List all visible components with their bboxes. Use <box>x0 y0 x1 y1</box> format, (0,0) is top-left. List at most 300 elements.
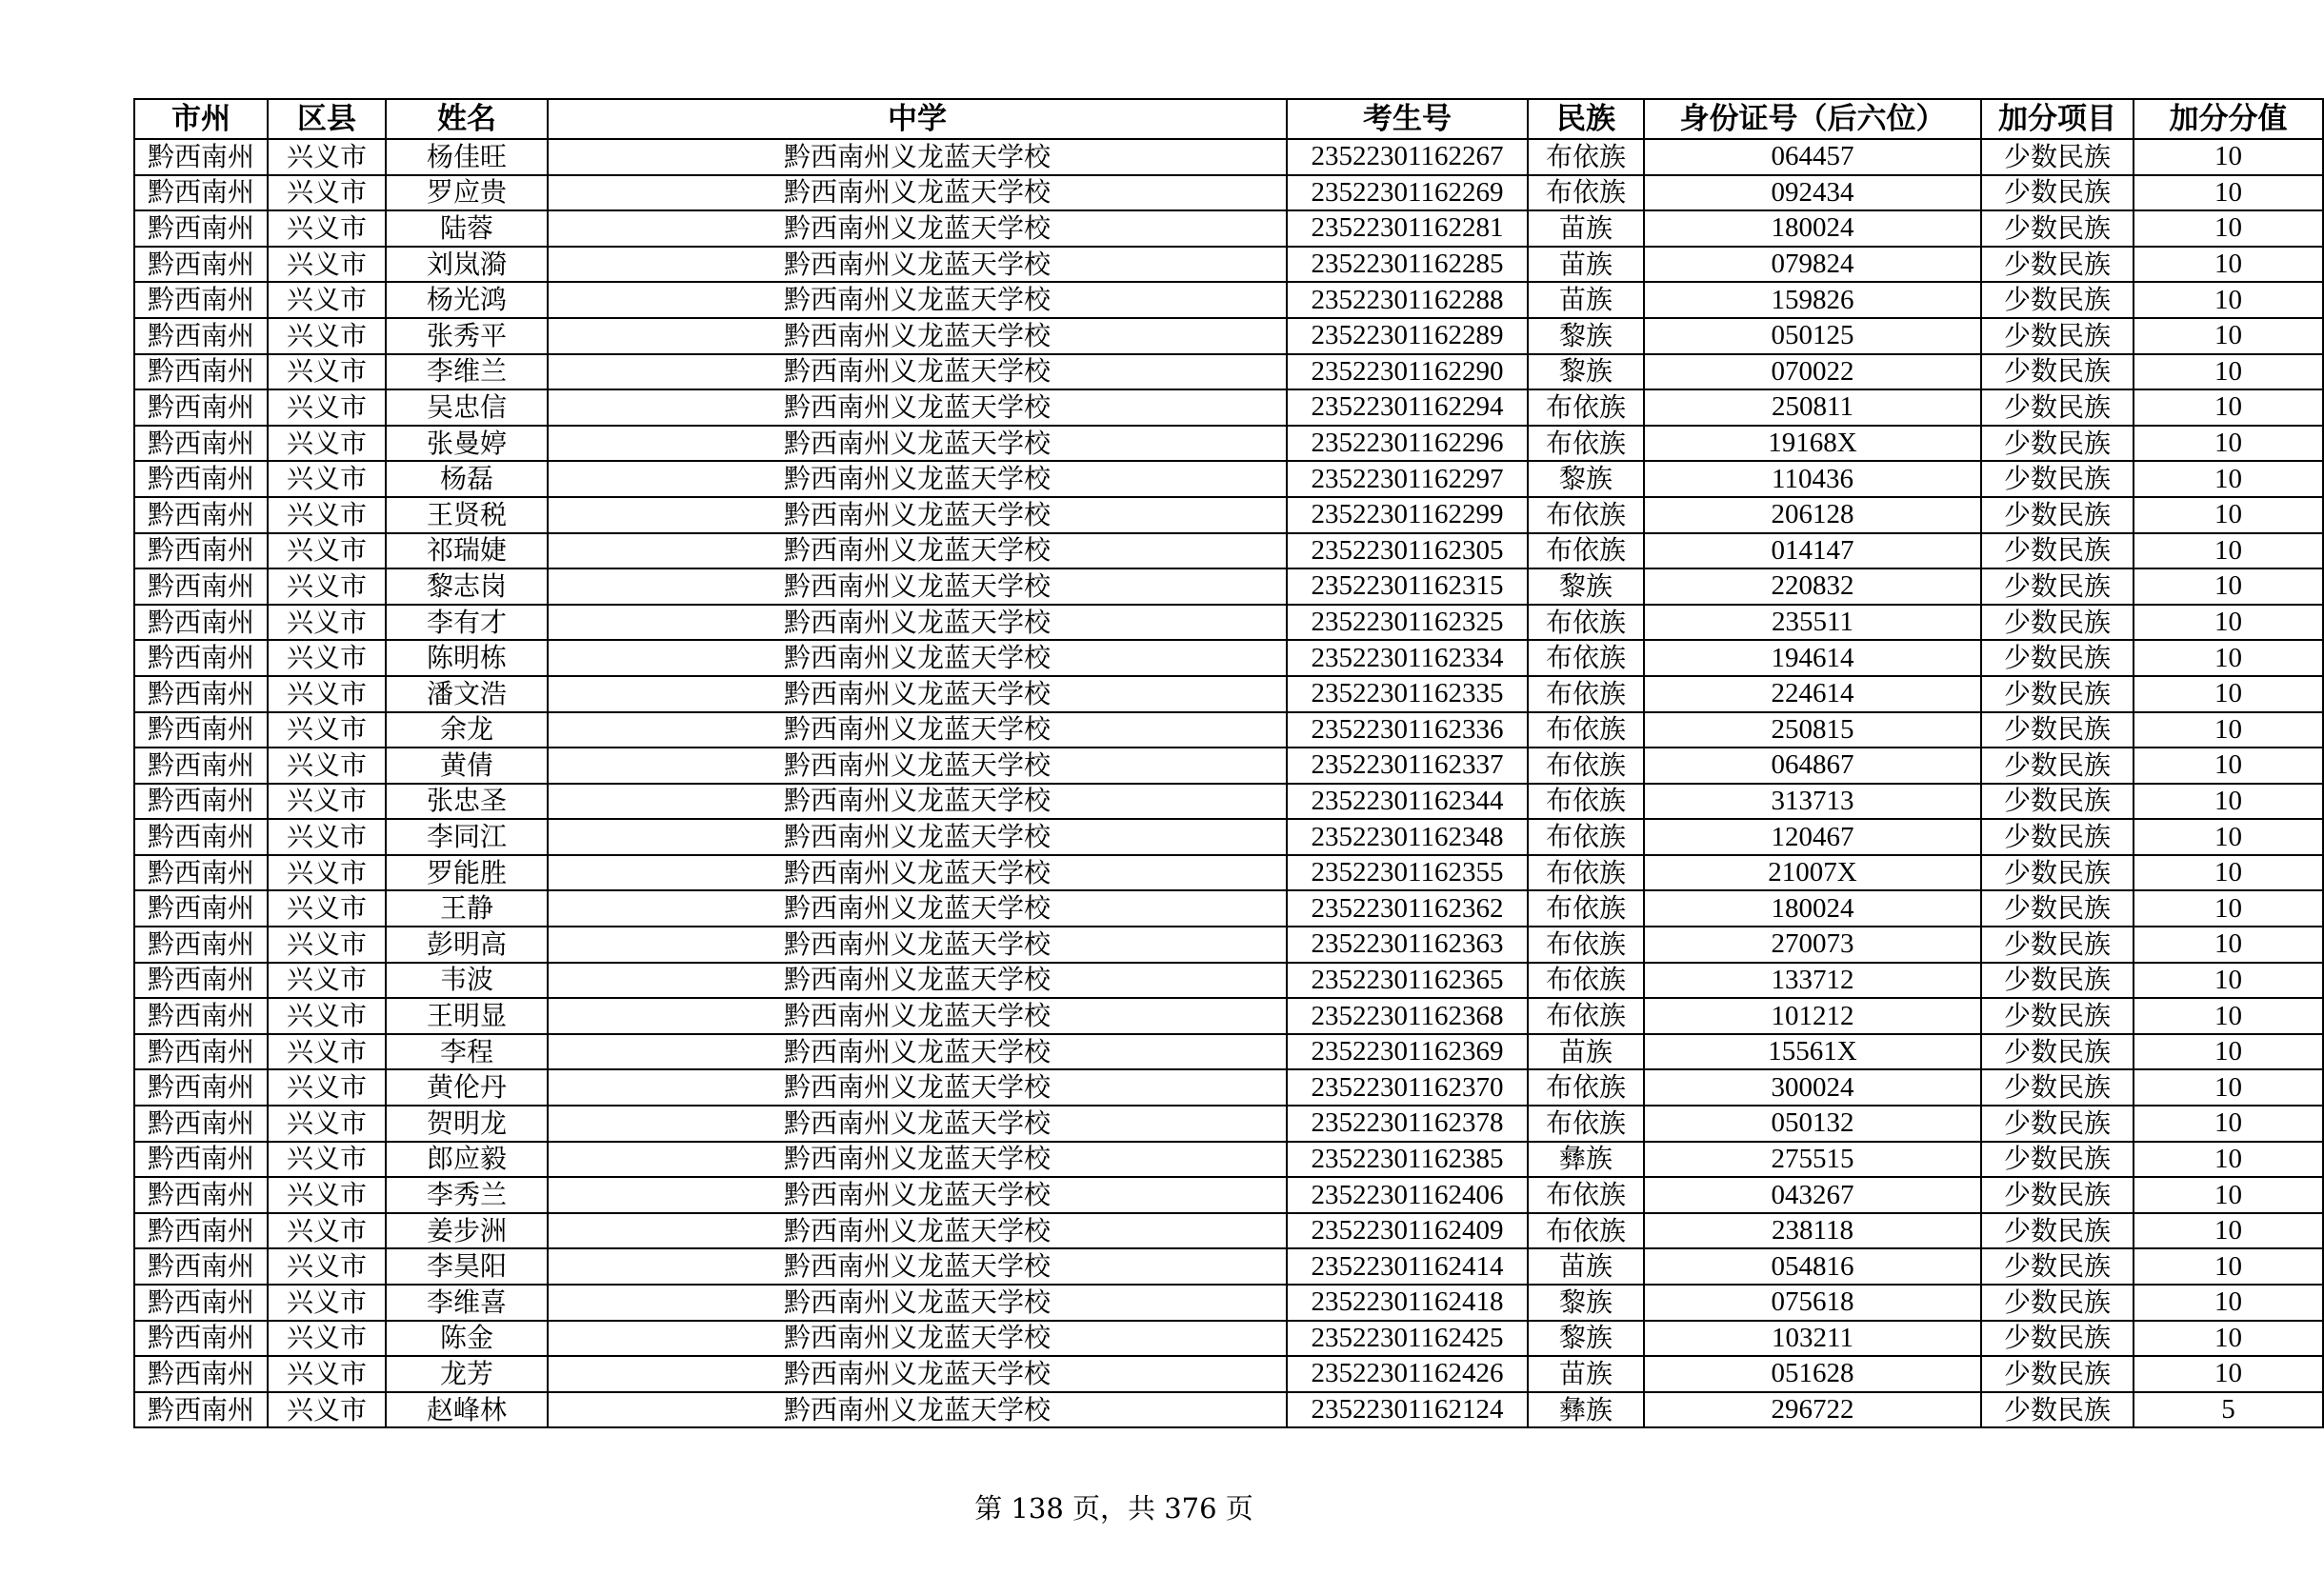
table-row <box>134 1106 2323 1142</box>
cell-ethnicity: 黎族 <box>1528 354 1644 390</box>
cell-bonus-item: 少数民族 <box>1981 354 2134 390</box>
cell-bonus-item: 少数民族 <box>1981 568 2134 605</box>
cell-id-last-six: 313713 <box>1644 784 1981 820</box>
cell-id-last-six: 19168X <box>1644 426 1981 462</box>
cell-bonus-value: 10 <box>2134 640 2323 676</box>
cell-city: 黔西南州 <box>134 210 268 247</box>
cell-bonus-item: 少数民族 <box>1981 998 2134 1034</box>
cell-district: 兴义市 <box>268 1392 386 1428</box>
cell-bonus-value: 10 <box>2134 354 2323 390</box>
cell-bonus-value: 10 <box>2134 1356 2323 1392</box>
table-row <box>134 426 2323 462</box>
cell-exam-number: 23522301162325 <box>1287 605 1528 641</box>
cell-bonus-item: 少数民族 <box>1981 282 2134 318</box>
cell-city: 黔西南州 <box>134 568 268 605</box>
cell-ethnicity: 黎族 <box>1528 568 1644 605</box>
table-row <box>134 748 2323 784</box>
cell-bonus-item: 少数民族 <box>1981 640 2134 676</box>
table-row <box>134 533 2323 569</box>
cell-ethnicity: 布依族 <box>1528 819 1644 855</box>
cell-city: 黔西南州 <box>134 640 268 676</box>
cell-ethnicity: 布依族 <box>1528 497 1644 533</box>
cell-bonus-item: 少数民族 <box>1981 318 2134 354</box>
cell-bonus-item: 少数民族 <box>1981 1392 2134 1428</box>
cell-district: 兴义市 <box>268 1142 386 1178</box>
cell-bonus-item: 少数民族 <box>1981 533 2134 569</box>
cell-city: 黔西南州 <box>134 819 268 855</box>
cell-bonus-value: 10 <box>2134 1321 2323 1357</box>
table-row <box>134 568 2323 605</box>
header-name: 姓名 <box>386 99 548 139</box>
cell-exam-number: 23522301162289 <box>1287 318 1528 354</box>
cell-id-last-six: 064457 <box>1644 139 1981 175</box>
cell-district: 兴义市 <box>268 139 386 175</box>
cell-school: 黔西南州义龙蓝天学校 <box>548 784 1287 820</box>
table-row <box>134 354 2323 390</box>
cell-ethnicity: 布依族 <box>1528 963 1644 999</box>
cell-bonus-value: 10 <box>2134 389 2323 426</box>
cell-city: 黔西南州 <box>134 318 268 354</box>
table-row <box>134 389 2323 426</box>
cell-bonus-value: 10 <box>2134 533 2323 569</box>
cell-school: 黔西南州义龙蓝天学校 <box>548 1321 1287 1357</box>
cell-bonus-value: 10 <box>2134 963 2323 999</box>
cell-bonus-item: 少数民族 <box>1981 819 2134 855</box>
cell-city: 黔西南州 <box>134 890 268 927</box>
cell-exam-number: 23522301162335 <box>1287 676 1528 712</box>
cell-ethnicity: 布依族 <box>1528 533 1644 569</box>
cell-name: 潘文浩 <box>386 676 548 712</box>
cell-ethnicity: 布依族 <box>1528 139 1644 175</box>
cell-district: 兴义市 <box>268 676 386 712</box>
cell-id-last-six: 079824 <box>1644 247 1981 283</box>
cell-name: 杨佳旺 <box>386 139 548 175</box>
cell-name: 王贤税 <box>386 497 548 533</box>
cell-school: 黔西南州义龙蓝天学校 <box>548 568 1287 605</box>
cell-district: 兴义市 <box>268 318 386 354</box>
cell-bonus-value: 10 <box>2134 748 2323 784</box>
cell-exam-number: 23522301162297 <box>1287 461 1528 497</box>
cell-school: 黔西南州义龙蓝天学校 <box>548 712 1287 748</box>
header-ethnicity: 民族 <box>1528 99 1644 139</box>
cell-name: 罗应贵 <box>386 175 548 211</box>
cell-exam-number: 23522301162409 <box>1287 1213 1528 1249</box>
cell-name: 王静 <box>386 890 548 927</box>
cell-bonus-item: 少数民族 <box>1981 748 2134 784</box>
cell-school: 黔西南州义龙蓝天学校 <box>548 461 1287 497</box>
cell-bonus-item: 少数民族 <box>1981 247 2134 283</box>
cell-exam-number: 23522301162414 <box>1287 1248 1528 1285</box>
table-row <box>134 963 2323 999</box>
cell-bonus-value: 10 <box>2134 855 2323 891</box>
cell-id-last-six: 133712 <box>1644 963 1981 999</box>
cell-district: 兴义市 <box>268 712 386 748</box>
cell-id-last-six: 051628 <box>1644 1356 1981 1392</box>
cell-city: 黔西南州 <box>134 1106 268 1142</box>
cell-district: 兴义市 <box>268 1069 386 1106</box>
cell-name: 李秀兰 <box>386 1177 548 1213</box>
cell-city: 黔西南州 <box>134 1356 268 1392</box>
cell-city: 黔西南州 <box>134 855 268 891</box>
cell-exam-number: 23522301162385 <box>1287 1142 1528 1178</box>
cell-id-last-six: 275515 <box>1644 1142 1981 1178</box>
cell-id-last-six: 014147 <box>1644 533 1981 569</box>
table-row <box>134 1213 2323 1249</box>
cell-id-last-six: 101212 <box>1644 998 1981 1034</box>
cell-bonus-value: 10 <box>2134 282 2323 318</box>
cell-bonus-item: 少数民族 <box>1981 855 2134 891</box>
table-row <box>134 175 2323 211</box>
cell-ethnicity: 布依族 <box>1528 748 1644 784</box>
cell-bonus-item: 少数民族 <box>1981 1285 2134 1321</box>
cell-ethnicity: 布依族 <box>1528 1177 1644 1213</box>
cell-id-last-six: 075618 <box>1644 1285 1981 1321</box>
cell-exam-number: 23522301162281 <box>1287 210 1528 247</box>
table-row <box>134 1321 2323 1357</box>
table-row <box>134 210 2323 247</box>
cell-name: 李有才 <box>386 605 548 641</box>
cell-school: 黔西南州义龙蓝天学校 <box>548 1248 1287 1285</box>
cell-bonus-value: 10 <box>2134 1248 2323 1285</box>
cell-name: 彭明高 <box>386 927 548 963</box>
cell-name: 陆蓉 <box>386 210 548 247</box>
table-row <box>134 784 2323 820</box>
cell-city: 黔西南州 <box>134 461 268 497</box>
cell-exam-number: 23522301162365 <box>1287 963 1528 999</box>
cell-id-last-six: 180024 <box>1644 210 1981 247</box>
cell-bonus-item: 少数民族 <box>1981 461 2134 497</box>
cell-bonus-item: 少数民族 <box>1981 605 2134 641</box>
cell-ethnicity: 布依族 <box>1528 890 1644 927</box>
cell-bonus-item: 少数民族 <box>1981 712 2134 748</box>
cell-bonus-value: 10 <box>2134 998 2323 1034</box>
cell-name: 李昊阳 <box>386 1248 548 1285</box>
cell-bonus-value: 10 <box>2134 676 2323 712</box>
cell-district: 兴义市 <box>268 963 386 999</box>
cell-city: 黔西南州 <box>134 1285 268 1321</box>
cell-bonus-item: 少数民族 <box>1981 389 2134 426</box>
cell-bonus-value: 10 <box>2134 497 2323 533</box>
table-row <box>134 712 2323 748</box>
cell-ethnicity: 布依族 <box>1528 927 1644 963</box>
cell-name: 黄伦丹 <box>386 1069 548 1106</box>
cell-id-last-six: 235511 <box>1644 605 1981 641</box>
cell-id-last-six: 180024 <box>1644 890 1981 927</box>
cell-exam-number: 23522301162267 <box>1287 139 1528 175</box>
table-row <box>134 1285 2323 1321</box>
cell-name: 李程 <box>386 1034 548 1070</box>
cell-district: 兴义市 <box>268 354 386 390</box>
cell-bonus-item: 少数民族 <box>1981 784 2134 820</box>
cell-exam-number: 23522301162124 <box>1287 1392 1528 1428</box>
cell-ethnicity: 苗族 <box>1528 1248 1644 1285</box>
cell-exam-number: 23522301162296 <box>1287 426 1528 462</box>
cell-city: 黔西南州 <box>134 533 268 569</box>
cell-school: 黔西南州义龙蓝天学校 <box>548 1356 1287 1392</box>
cell-ethnicity: 布依族 <box>1528 998 1644 1034</box>
cell-district: 兴义市 <box>268 1177 386 1213</box>
cell-ethnicity: 布依族 <box>1528 426 1644 462</box>
cell-district: 兴义市 <box>268 1034 386 1070</box>
cell-school: 黔西南州义龙蓝天学校 <box>548 175 1287 211</box>
table-row <box>134 461 2323 497</box>
cell-school: 黔西南州义龙蓝天学校 <box>548 855 1287 891</box>
cell-bonus-value: 10 <box>2134 318 2323 354</box>
cell-exam-number: 23522301162294 <box>1287 389 1528 426</box>
cell-ethnicity: 布依族 <box>1528 640 1644 676</box>
cell-district: 兴义市 <box>268 1106 386 1142</box>
cell-school: 黔西南州义龙蓝天学校 <box>548 139 1287 175</box>
cell-district: 兴义市 <box>268 640 386 676</box>
table-row <box>134 640 2323 676</box>
cell-exam-number: 23522301162418 <box>1287 1285 1528 1321</box>
cell-ethnicity: 苗族 <box>1528 1034 1644 1070</box>
cell-city: 黔西南州 <box>134 247 268 283</box>
cell-district: 兴义市 <box>268 389 386 426</box>
cell-city: 黔西南州 <box>134 389 268 426</box>
cell-bonus-item: 少数民族 <box>1981 1213 2134 1249</box>
cell-district: 兴义市 <box>268 461 386 497</box>
cell-exam-number: 23522301162370 <box>1287 1069 1528 1106</box>
cell-bonus-item: 少数民族 <box>1981 890 2134 927</box>
cell-id-last-six: 224614 <box>1644 676 1981 712</box>
cell-bonus-item: 少数民族 <box>1981 963 2134 999</box>
cell-bonus-value: 10 <box>2134 210 2323 247</box>
table-row <box>134 1177 2323 1213</box>
cell-exam-number: 23522301162369 <box>1287 1034 1528 1070</box>
cell-name: 王明显 <box>386 998 548 1034</box>
cell-bonus-item: 少数民族 <box>1981 1034 2134 1070</box>
cell-ethnicity: 布依族 <box>1528 1106 1644 1142</box>
cell-school: 黔西南州义龙蓝天学校 <box>548 426 1287 462</box>
cell-bonus-item: 少数民族 <box>1981 497 2134 533</box>
cell-exam-number: 23522301162305 <box>1287 533 1528 569</box>
table-row <box>134 1248 2323 1285</box>
cell-id-last-six: 120467 <box>1644 819 1981 855</box>
cell-city: 黔西南州 <box>134 139 268 175</box>
cell-city: 黔西南州 <box>134 998 268 1034</box>
cell-school: 黔西南州义龙蓝天学校 <box>548 282 1287 318</box>
cell-school: 黔西南州义龙蓝天学校 <box>548 1069 1287 1106</box>
cell-bonus-value: 10 <box>2134 1106 2323 1142</box>
cell-school: 黔西南州义龙蓝天学校 <box>548 1285 1287 1321</box>
table-row <box>134 676 2323 712</box>
cell-id-last-six: 220832 <box>1644 568 1981 605</box>
cell-name: 赵峰林 <box>386 1392 548 1428</box>
cell-id-last-six: 103211 <box>1644 1321 1981 1357</box>
cell-name: 龙芳 <box>386 1356 548 1392</box>
cell-district: 兴义市 <box>268 1321 386 1357</box>
table-row <box>134 139 2323 175</box>
cell-name: 祁瑞婕 <box>386 533 548 569</box>
cell-bonus-value: 10 <box>2134 1142 2323 1178</box>
cell-id-last-six: 238118 <box>1644 1213 1981 1249</box>
cell-exam-number: 23522301162336 <box>1287 712 1528 748</box>
cell-name: 李同江 <box>386 819 548 855</box>
cell-city: 黔西南州 <box>134 712 268 748</box>
cell-school: 黔西南州义龙蓝天学校 <box>548 389 1287 426</box>
cell-bonus-value: 10 <box>2134 139 2323 175</box>
cell-exam-number: 23522301162406 <box>1287 1177 1528 1213</box>
cell-city: 黔西南州 <box>134 748 268 784</box>
cell-ethnicity: 黎族 <box>1528 461 1644 497</box>
cell-city: 黔西南州 <box>134 1321 268 1357</box>
cell-exam-number: 23522301162337 <box>1287 748 1528 784</box>
table-row <box>134 927 2323 963</box>
cell-district: 兴义市 <box>268 210 386 247</box>
cell-bonus-item: 少数民族 <box>1981 1177 2134 1213</box>
cell-bonus-value: 10 <box>2134 819 2323 855</box>
cell-district: 兴义市 <box>268 784 386 820</box>
bonus-points-table <box>133 98 2324 1428</box>
cell-ethnicity: 布依族 <box>1528 784 1644 820</box>
cell-name: 张秀平 <box>386 318 548 354</box>
cell-ethnicity: 苗族 <box>1528 1356 1644 1392</box>
cell-district: 兴义市 <box>268 497 386 533</box>
cell-bonus-value: 10 <box>2134 1285 2323 1321</box>
cell-school: 黔西南州义龙蓝天学校 <box>548 927 1287 963</box>
cell-bonus-item: 少数民族 <box>1981 1069 2134 1106</box>
cell-bonus-item: 少数民族 <box>1981 139 2134 175</box>
cell-id-last-six: 206128 <box>1644 497 1981 533</box>
cell-city: 黔西南州 <box>134 1069 268 1106</box>
cell-bonus-value: 10 <box>2134 927 2323 963</box>
cell-school: 黔西南州义龙蓝天学校 <box>548 497 1287 533</box>
cell-name: 贺明龙 <box>386 1106 548 1142</box>
header-bonus-item: 加分项目 <box>1981 99 2134 139</box>
cell-ethnicity: 布依族 <box>1528 1069 1644 1106</box>
cell-exam-number: 23522301162362 <box>1287 890 1528 927</box>
cell-city: 黔西南州 <box>134 927 268 963</box>
cell-city: 黔西南州 <box>134 426 268 462</box>
cell-id-last-six: 270073 <box>1644 927 1981 963</box>
cell-name: 张忠圣 <box>386 784 548 820</box>
cell-city: 黔西南州 <box>134 1034 268 1070</box>
cell-district: 兴义市 <box>268 748 386 784</box>
cell-name: 郎应毅 <box>386 1142 548 1178</box>
cell-city: 黔西南州 <box>134 1392 268 1428</box>
cell-id-last-six: 054816 <box>1644 1248 1981 1285</box>
cell-city: 黔西南州 <box>134 1248 268 1285</box>
cell-name: 余龙 <box>386 712 548 748</box>
cell-ethnicity: 布依族 <box>1528 605 1644 641</box>
cell-school: 黔西南州义龙蓝天学校 <box>548 963 1287 999</box>
cell-city: 黔西南州 <box>134 1142 268 1178</box>
cell-bonus-item: 少数民族 <box>1981 927 2134 963</box>
cell-name: 罗能胜 <box>386 855 548 891</box>
cell-bonus-value: 10 <box>2134 1213 2323 1249</box>
cell-exam-number: 23522301162348 <box>1287 819 1528 855</box>
cell-id-last-six: 159826 <box>1644 282 1981 318</box>
cell-school: 黔西南州义龙蓝天学校 <box>548 318 1287 354</box>
cell-school: 黔西南州义龙蓝天学校 <box>548 247 1287 283</box>
cell-district: 兴义市 <box>268 568 386 605</box>
cell-bonus-item: 少数民族 <box>1981 676 2134 712</box>
cell-id-last-six: 250811 <box>1644 389 1981 426</box>
cell-ethnicity: 彝族 <box>1528 1142 1644 1178</box>
cell-bonus-item: 少数民族 <box>1981 175 2134 211</box>
cell-school: 黔西南州义龙蓝天学校 <box>548 1034 1287 1070</box>
cell-name: 张曼婷 <box>386 426 548 462</box>
cell-bonus-item: 少数民族 <box>1981 210 2134 247</box>
cell-city: 黔西南州 <box>134 1213 268 1249</box>
cell-name: 刘岚漪 <box>386 247 548 283</box>
cell-district: 兴义市 <box>268 855 386 891</box>
cell-ethnicity: 黎族 <box>1528 1285 1644 1321</box>
cell-district: 兴义市 <box>268 426 386 462</box>
header-id-last-six: 身份证号（后六位） <box>1644 99 1981 139</box>
cell-name: 姜步洲 <box>386 1213 548 1249</box>
cell-district: 兴义市 <box>268 998 386 1034</box>
cell-id-last-six: 250815 <box>1644 712 1981 748</box>
cell-exam-number: 23522301162363 <box>1287 927 1528 963</box>
cell-id-last-six: 21007X <box>1644 855 1981 891</box>
cell-bonus-value: 10 <box>2134 568 2323 605</box>
cell-exam-number: 23522301162288 <box>1287 282 1528 318</box>
cell-school: 黔西南州义龙蓝天学校 <box>548 605 1287 641</box>
cell-exam-number: 23522301162368 <box>1287 998 1528 1034</box>
cell-city: 黔西南州 <box>134 1177 268 1213</box>
cell-name: 黎志岗 <box>386 568 548 605</box>
cell-id-last-six: 050132 <box>1644 1106 1981 1142</box>
cell-ethnicity: 黎族 <box>1528 318 1644 354</box>
cell-exam-number: 23522301162315 <box>1287 568 1528 605</box>
cell-name: 李维兰 <box>386 354 548 390</box>
cell-bonus-value: 10 <box>2134 247 2323 283</box>
cell-bonus-value: 10 <box>2134 712 2323 748</box>
cell-bonus-item: 少数民族 <box>1981 1248 2134 1285</box>
cell-name: 杨磊 <box>386 461 548 497</box>
cell-city: 黔西南州 <box>134 354 268 390</box>
cell-school: 黔西南州义龙蓝天学校 <box>548 819 1287 855</box>
cell-exam-number: 23522301162425 <box>1287 1321 1528 1357</box>
cell-school: 黔西南州义龙蓝天学校 <box>548 748 1287 784</box>
cell-school: 黔西南州义龙蓝天学校 <box>548 890 1287 927</box>
table-row <box>134 1069 2323 1106</box>
cell-bonus-item: 少数民族 <box>1981 426 2134 462</box>
cell-bonus-item: 少数民族 <box>1981 1106 2134 1142</box>
cell-id-last-six: 300024 <box>1644 1069 1981 1106</box>
table-row <box>134 1356 2323 1392</box>
cell-id-last-six: 296722 <box>1644 1392 1981 1428</box>
cell-name: 杨光鸿 <box>386 282 548 318</box>
table-row <box>134 890 2323 927</box>
cell-district: 兴义市 <box>268 1356 386 1392</box>
cell-bonus-item: 少数民族 <box>1981 1321 2134 1357</box>
table-header-row <box>134 99 2323 139</box>
cell-exam-number: 23522301162426 <box>1287 1356 1528 1392</box>
cell-id-last-six: 15561X <box>1644 1034 1981 1070</box>
header-school: 中学 <box>548 99 1287 139</box>
cell-school: 黔西南州义龙蓝天学校 <box>548 676 1287 712</box>
cell-bonus-value: 10 <box>2134 1069 2323 1106</box>
cell-school: 黔西南州义龙蓝天学校 <box>548 1142 1287 1178</box>
cell-ethnicity: 彝族 <box>1528 1392 1644 1428</box>
cell-ethnicity: 布依族 <box>1528 855 1644 891</box>
cell-exam-number: 23522301162334 <box>1287 640 1528 676</box>
cell-city: 黔西南州 <box>134 784 268 820</box>
cell-school: 黔西南州义龙蓝天学校 <box>548 640 1287 676</box>
cell-district: 兴义市 <box>268 533 386 569</box>
cell-school: 黔西南州义龙蓝天学校 <box>548 998 1287 1034</box>
table-row <box>134 247 2323 283</box>
table-body <box>134 139 2323 1427</box>
cell-district: 兴义市 <box>268 247 386 283</box>
cell-ethnicity: 布依族 <box>1528 175 1644 211</box>
cell-city: 黔西南州 <box>134 605 268 641</box>
cell-exam-number: 23522301162355 <box>1287 855 1528 891</box>
cell-school: 黔西南州义龙蓝天学校 <box>548 1392 1287 1428</box>
